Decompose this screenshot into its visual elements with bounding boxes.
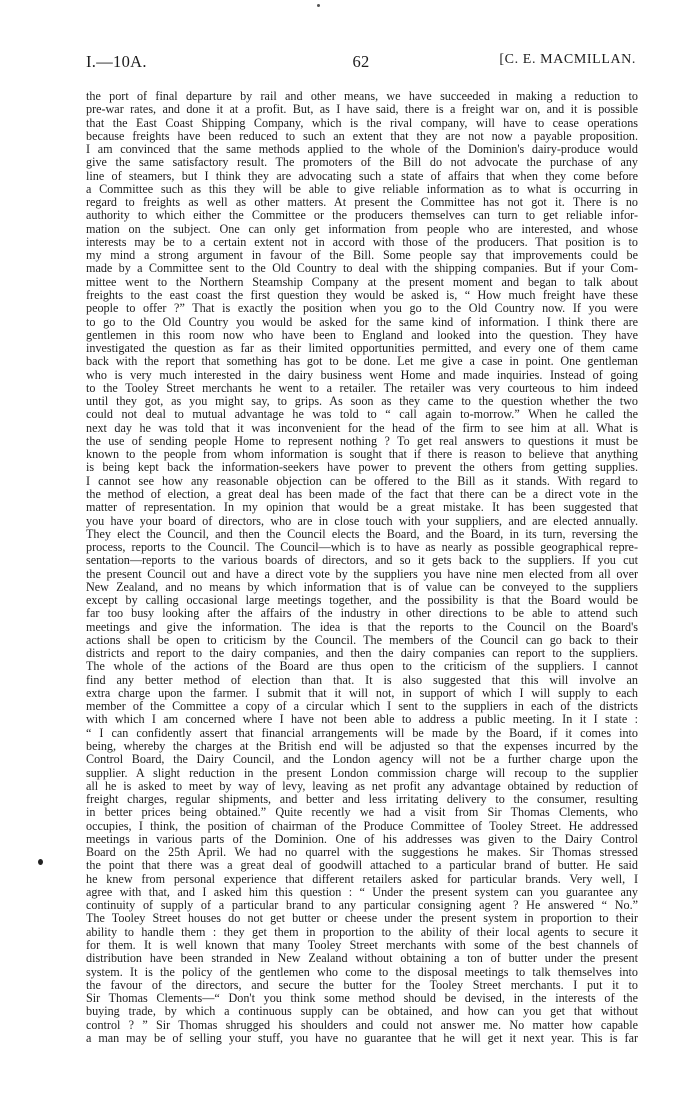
text-line: the port of final departure by rail and other means, we have succeeded in making a reduction to	[86, 90, 638, 103]
text-line: known to the people from whom information is sought that if there is reason to believe that anything	[86, 448, 638, 462]
text-line: a man may be of selling your stuff, you have no guarantee that he will get it next year. This is far	[86, 1031, 638, 1045]
text-line: the point that there was a great deal of goodwill attached to a particular brand of butter. He said	[86, 859, 638, 873]
text-line: distribution have been stranded in New Zealand without obtaining a ton of butter under the present	[86, 952, 638, 966]
text-line: all he is asked to meet by way of levy, leaving as net profit any advantage obtained by reduction of	[86, 779, 638, 793]
text-line: actions shall be open to criticism by the Council. The members of the Council can go back to their	[86, 633, 638, 647]
text-line: line of steamers, but I think they are advocating such a state of affairs that when they come before	[86, 169, 638, 183]
text-line: mittee went to the Northern Steamship Company at the present moment and began to talk about	[86, 275, 638, 289]
text-line: back with the report that something has got to be done. Let me give a case in point. One gentleman	[86, 355, 638, 369]
text-line: you have your board of directors, who are in close touch with your suppliers, and are elected annually.	[86, 514, 638, 528]
text-line: The Tooley Street houses do not get butter or cheese under the present system in proportion to their	[86, 912, 638, 926]
text-line: Sir Thomas Clements—“ Don't you think some method should be devised, in the interests of the	[86, 992, 638, 1006]
text-line: continuity of supply of a particular brand to any particular consigning agent ? He answered “ No.”	[86, 899, 638, 913]
text-line: the present Council out and have a direct vote by the suppliers you have nine men elected from all over	[86, 567, 638, 581]
text-line: system. It is the policy of the gentlemen who come to the disposal meetings to talk themselves into	[86, 965, 638, 979]
text-line: supplier. A slight reduction in the present London commission charge will recoup to the supplier	[86, 766, 638, 780]
text-line: could not deal to mutual advantage he was told to “ call again to-morrow.” When he called the	[86, 408, 638, 422]
text-line: pre-war rates, and done it at a profit. But, as I have said, there is a freight war on, and it is possible	[86, 103, 638, 117]
text-line: regard to freights as well as other matters. At present the Committee has not got it. There is no	[86, 196, 638, 210]
text-line: the use of sending people Home to represent nothing ? To get real answers to questions it must be	[86, 434, 638, 448]
text-line: process, reports to the Council. The Council—which is to have as nearly as possible geographical repre-	[86, 541, 638, 555]
text-line: The whole of the actions of the Board are thus open to the criticism of the suppliers. I cannot	[86, 660, 638, 674]
text-line: my mind a strong argument in favour of the Bill. Some people say that improvements could be	[86, 249, 638, 263]
text-line: matter of representation. In my opinion that would be a great mistake. It has been suggested that	[86, 501, 638, 515]
text-line: gentlemen in this room now who have been to England and looked into the question. They have	[86, 328, 638, 342]
text-line: made by a Committee sent to the Old Country to deal with the shipping companies. But if your Com-	[86, 262, 638, 276]
text-line: freights to the east coast the first question they would be asked is, “ How much freight have these	[86, 288, 638, 302]
text-line: because freights have been reduced to such an extent that they are not now a payable proposition.	[86, 129, 638, 143]
text-line: districts and report to the dairy companies, and then the dairy companies can report to the suppliers.	[86, 647, 638, 661]
text-line: the favour of the directors, and secure the butter for the Tooley Street merchants. I put it to	[86, 978, 638, 992]
scan-speck	[317, 4, 320, 7]
text-line: he knew from personal experience that different retailers asked for particular brands. Very well, I	[86, 872, 638, 886]
text-line: control ? ” Sir Thomas shrugged his shoulders and could not answer me. No matter how capable	[86, 1018, 638, 1032]
text-line: find any better method of election than that. It is also suggested that this will involve an	[86, 673, 638, 687]
text-line: in better prices being obtained.” Quite recently we had a visit from Sir Thomas Clements, who	[86, 806, 638, 820]
text-line: far too busy looking after the affairs of the industry in other directions to be able to attend such	[86, 607, 638, 621]
text-line: authority to which either the Committee or the producers themselves can turn to get reliable infor-	[86, 209, 638, 223]
text-line: give the same satisfactory result. The promoters of the Bill do not advocate the purchase of any	[86, 156, 638, 170]
text-line: is being kept back the information-seekers have power to prevent the others from getting supplies.	[86, 461, 638, 475]
text-line: being, whereby the charges at the British end will be adjusted so that the expenses incurred by the	[86, 740, 638, 754]
text-line: investigated the question as far as their limited opportunities permitted, and every one of them came	[86, 342, 638, 356]
text-line: with which I am concerned where I have not been able to address a public meeting. In it I state :	[86, 713, 638, 727]
text-line: member of the Committee a copy of a circular which I sent to the suppliers in each of the districts	[86, 700, 638, 714]
text-line: Control Board, the Dairy Council, and the London agency will not be a further charge upon the	[86, 753, 638, 767]
text-line: ability to handle them : they get them in proportion to the ability of their local agents to secure it	[86, 925, 638, 939]
text-line: agree with that, and I asked him this question : “ Under the present system can you guarantee any	[86, 885, 638, 899]
report-reference: I.—10A.	[86, 52, 147, 71]
text-line: meetings and give the information. The idea is that the reports to the Council on the Board's	[86, 620, 638, 634]
text-line: to go to the Old Country you would be asked for the same kind of information. I think there are	[86, 315, 638, 329]
text-line: They elect the Council, and then the Council elects the Board, and the Board, in its turn, reversing the	[86, 527, 638, 541]
text-line: sentation—reports to the various boards of directors, and so it gets back to the suppliers. If you cut	[86, 554, 638, 568]
text-line: mation on the subject. One can only get information from people who are interested, and whose	[86, 222, 638, 236]
text-line: for them. It is well known that many Tooley Street merchants with some of the best channels of	[86, 939, 638, 952]
text-line: I cannot see how any reasonable objection can be offered to the Bill as it stands. With regard to	[86, 474, 638, 488]
text-line: people to offer ?” That is exactly the position when you go to the Old Country now. If you were	[86, 302, 638, 316]
text-line: “ I can confidently assert that financial arrangements will be made by the Board, if it comes into	[86, 726, 638, 740]
text-line: to the Tooley Street merchants he went to a retailer. The retailer was very courteous to him indeed	[86, 381, 638, 395]
page-header	[86, 52, 636, 76]
text-line: Board on the 25th April. We had no quarrel with the suggestions he makes. Sir Thomas stressed	[86, 846, 638, 860]
text-line: freight charges, regular shipments, and better and less irritating delivery to the consumer, resulting	[86, 793, 638, 807]
text-line: buying trade, by which a continuous supply can be obtained, and how can you get that without	[86, 1005, 638, 1019]
text-line: next day he was told that it was inconvenient for the head of the firm to see him at all. What is	[86, 421, 638, 435]
body-text	[86, 90, 638, 1045]
text-line: except by calling occasional large meetings together, and the possibility is that the Board would be	[86, 594, 638, 608]
text-line: extra charge upon the farmer. I submit that it will not, in support of which I will supply to each	[86, 686, 638, 700]
text-line: occupies, I think, the position of chairman of the Produce Committee of Tooley Street. He addressed	[86, 819, 638, 833]
text-line: until they got, as you might say, to grips. As soon as they came to the question whether the two	[86, 395, 638, 409]
text-line: interests may be to a certain extent not in accord with those of the producers. That position is to	[86, 235, 638, 249]
page-number: 62	[352, 52, 370, 71]
text-line: meetings in various parts of the Dominion. One of his addresses was given to the Dairy Control	[86, 832, 638, 846]
text-line: the method of election, a great deal has been made of the fact that there can be a direct vote in the	[86, 487, 638, 501]
text-line: who is very much interested in the dairy business went Home and made inquiries. Instead of going	[86, 368, 638, 382]
text-line: that the East Coast Shipping Company, which is the rival company, will have to cease operations	[86, 116, 638, 130]
speaker-name: [C. E. MACMILLAN.	[499, 52, 636, 67]
text-line: I am convinced that the same methods applied to the whole of the Dominion's dairy-produce would	[86, 143, 638, 157]
text-line: a Committee such as this they will be able to give reliable information as to what is occurring in	[86, 182, 638, 196]
margin-mark	[38, 859, 43, 865]
text-line: New Zealand, and no means by which information that is of value can be conveyed to the suppliers	[86, 580, 638, 594]
